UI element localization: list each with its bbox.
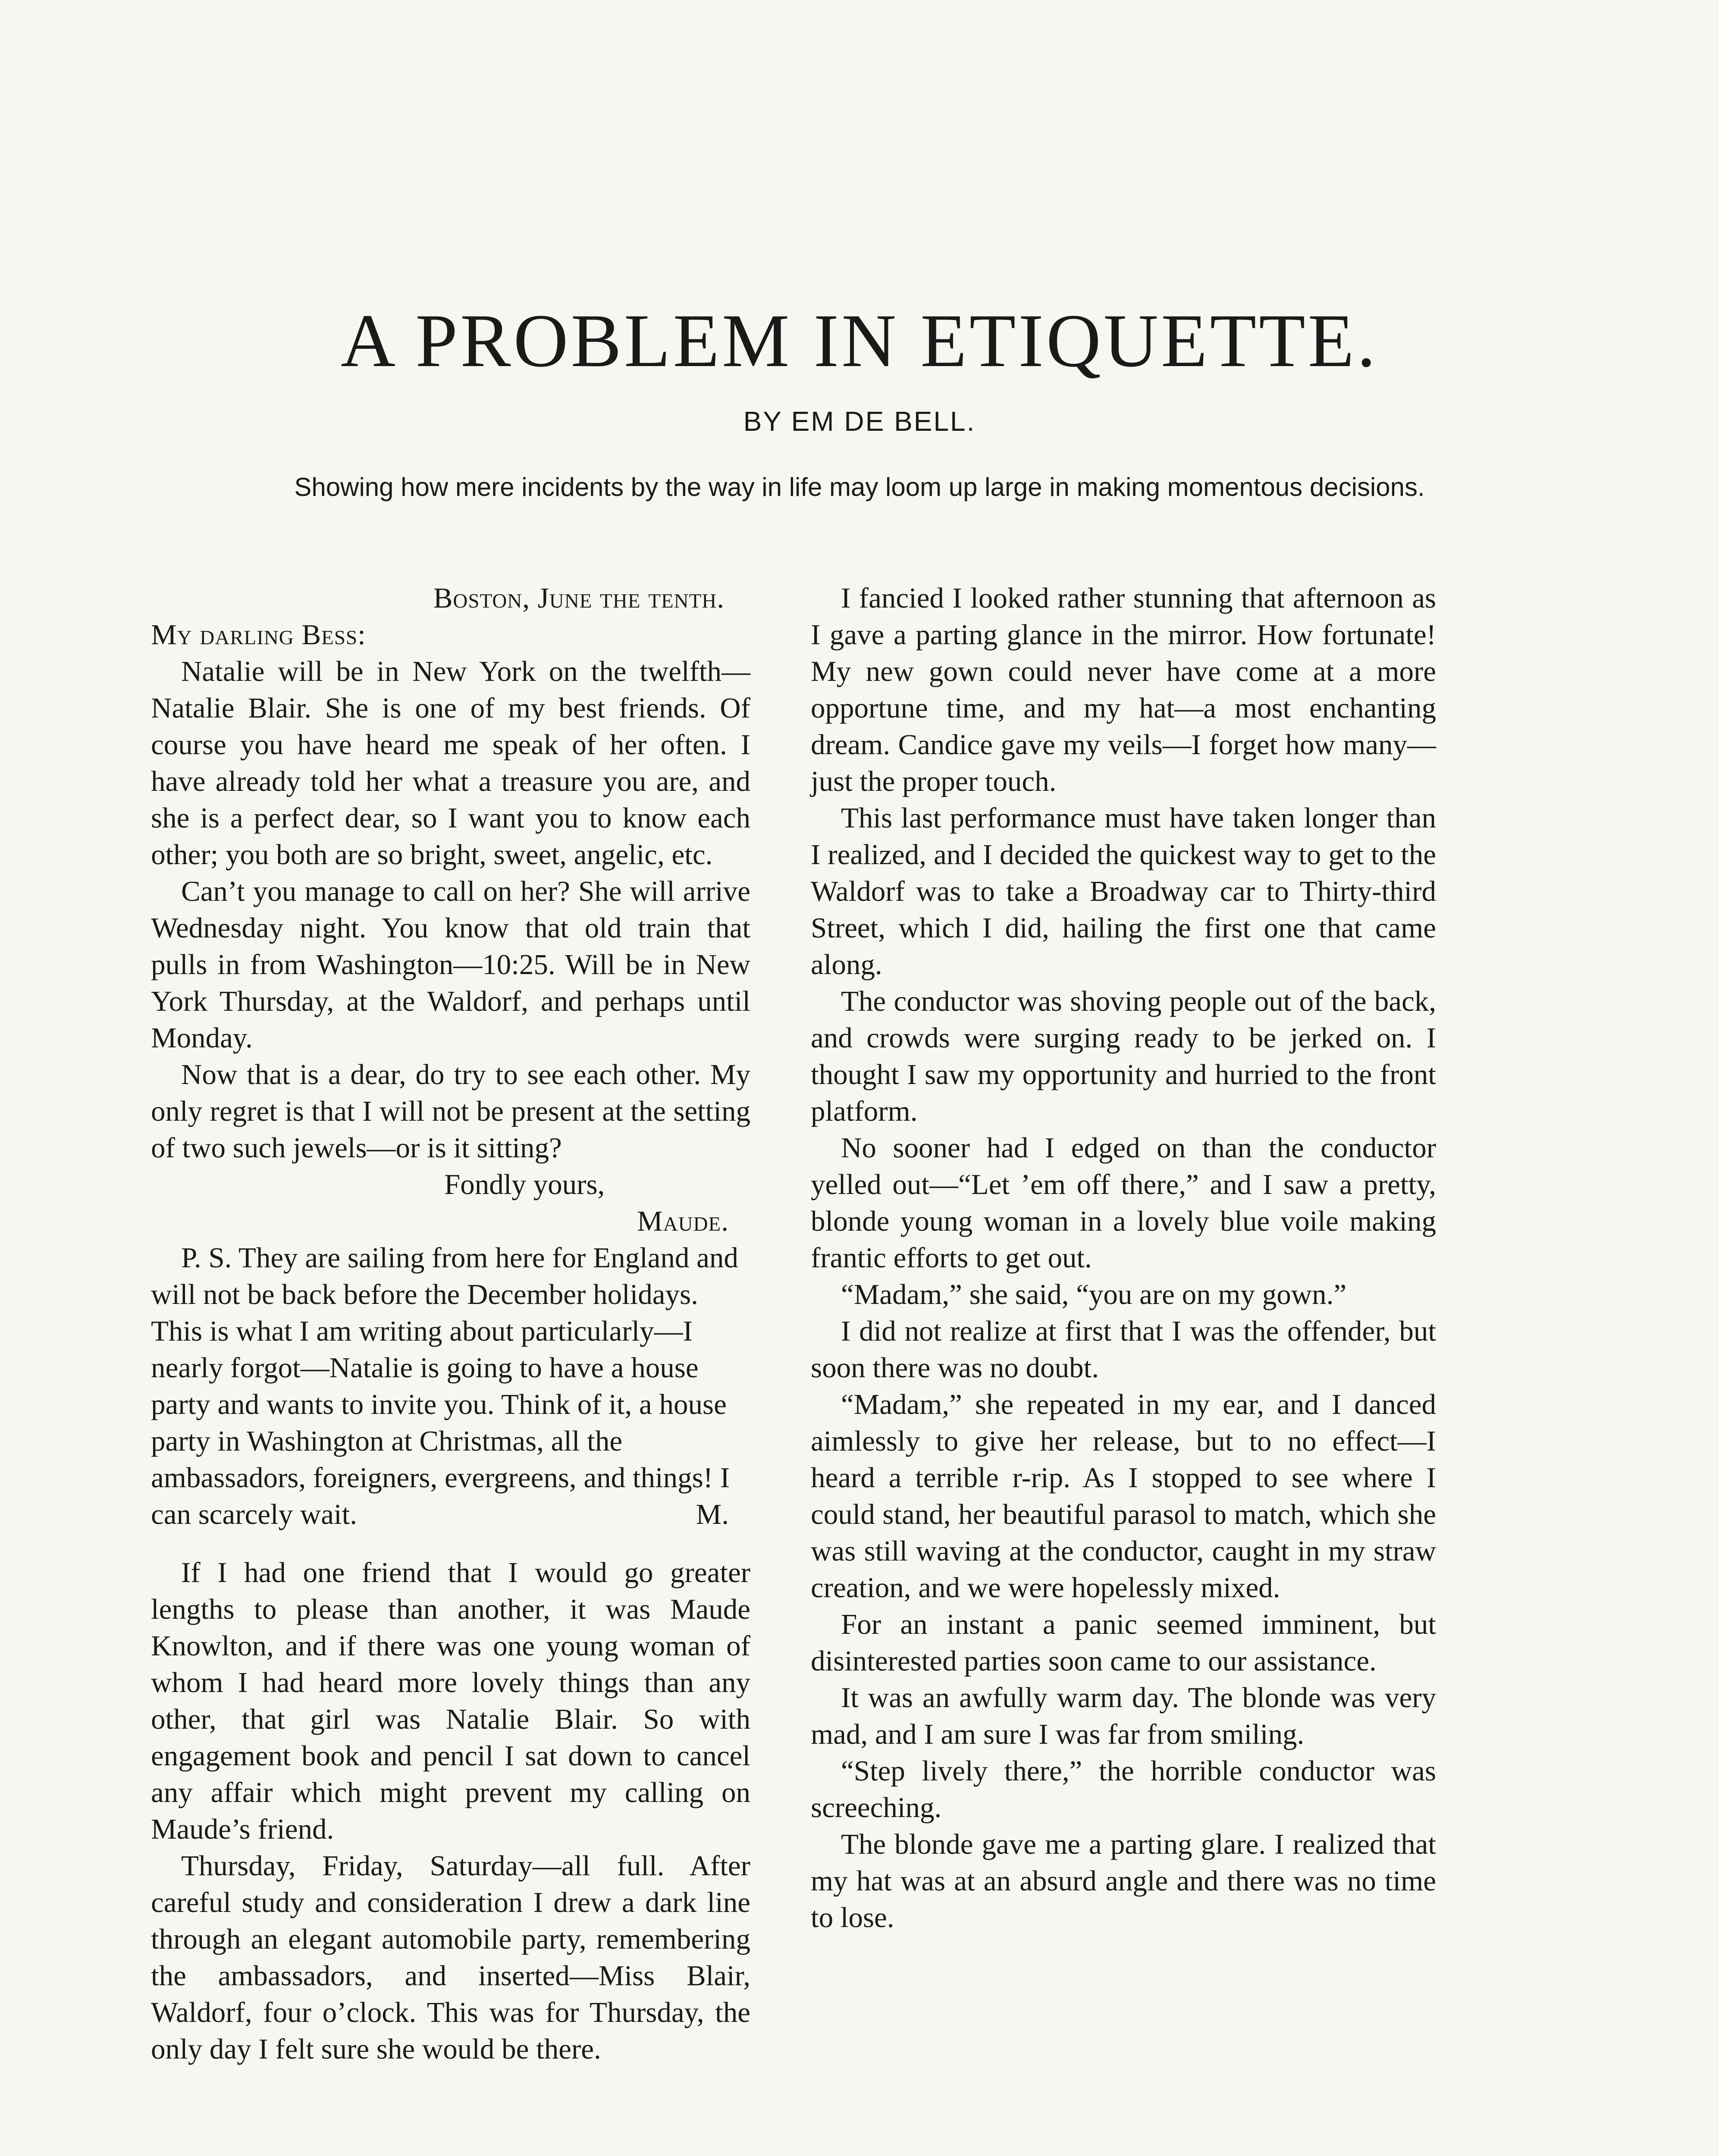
letter-dateline: Boston, June the tenth. [433,582,725,614]
story-paragraph: This last performance must have taken longer than I realized, and I decided the quickest way to get to the Waldorf was to take a Broadway car to Thirty-third Street, which I did, hailing the first one that came along. [811,802,1436,981]
postscript-text: P. S. They are sailing from here for England and will not be back before the December holidays. This is what I am writing about particularly—I nearly forgot—Natalie is going to have a house party and wants to invite you. Think of it, a house party in Washington at Christmas, all the ambassadors, foreigners, evergreens, and things! I can scarcely wait. [151,1242,738,1530]
letter-postscript [151,1240,750,1533]
left-column [151,580,750,2068]
story-paragraph: It was an awfully warm day. The blonde was very mad, and I am sure I was far from smiling. [811,1682,1436,1750]
story-paragraph: The blonde gave me a parting glare. I realized that my hat was at an absurd angle and there was no time to lose. [811,1828,1436,1934]
story-paragraph: Thursday, Friday, Saturday—all full. After careful study and consideration I drew a dark line through an elegant automobile party, remembering the ambassadors, and inserted—Miss Blair, Waldorf, four o’clock. This was for Thursday, the only day I felt sure she would be there. [151,1850,750,2065]
story-paragraph: No sooner had I edged on than the conductor yelled out—“Let ’em off there,” and I saw a pretty, blonde young woman in a lovely blue voile making frantic efforts to get out. [811,1132,1436,1274]
letter-closing: Fondly yours, [444,1169,605,1200]
letter-paragraph: Natalie will be in New York on the twelfth—Natalie Blair. She is one of my best friends. Of course you have heard me speak of her often. I have already told her what a treasure you are, and she is a perfect dear, so I want you to know each other; you both are so bright, sweet, angelic, etc. [151,655,750,871]
story-paragraph: “Madam,” she said, “you are on my gown.” [841,1279,1347,1310]
byline: BY EM DE BELL. [743,406,976,437]
story-paragraph: If I had one friend that I would go greater lengths to please than another, it was Maude Knowlton, and if there was one young woman of whom I had heard more lovely things than any other, that girl was Natalie Blair. So with engagement book and pencil I sat down to cancel any affair which might prevent my calling on Maude’s friend. [151,1557,750,1845]
story-paragraph: “Step lively there,” the horrible conductor was screeching. [811,1755,1436,1824]
article-title: A PROBLEM IN ETIQUETTE. [340,299,1379,383]
postscript-initial: M. [696,1498,729,1530]
story-paragraph: For an instant a panic seemed imminent, but disinterested parties soon came to our assistance. [811,1608,1436,1677]
story-paragraph: I fancied I looked rather stunning that afternoon as I gave a parting glance in the mirror. How fortunate! My new gown could never have come at a more opportune time, and my hat—a most enchanting dream. Candice gave my veils—I forget how many—just the proper touch. [811,582,1436,797]
letter-signature: Maude. [637,1205,729,1237]
story-paragraph: “Madam,” she repeated in my ear, and I danced aimlessly to give her release, but to no effect—I heard a terrible r-rip. As I stopped to see where I could stand, her beautiful parasol to match, which she was still waving at the conductor, caught in my straw creation, and we were hopelessly mixed. [811,1388,1436,1604]
story-paragraph: The conductor was shoving people out of the back, and crowds were surging ready to be jerked on. I thought I saw my opportunity and hurried to the front platform. [811,985,1436,1127]
right-column [811,580,1436,1936]
story-paragraph: I did not realize at first that I was the offender, but soon there was no doubt. [811,1315,1436,1384]
subtitle: Showing how mere incidents by the way in life may loom up large in making momentous decisions. [294,473,1425,501]
section-gap [151,1533,750,1554]
letter-paragraph: Now that is a dear, do try to see each other. My only regret is that I will not be present at the setting of two such jewels—or is it sitting? [151,1059,750,1164]
letter-salutation: My darling Bess: [151,619,366,651]
letter-paragraph: Can’t you manage to call on her? She will arrive Wednesday night. You know that old train that pulls in from Washington—10:25. Will be in New York Thursday, at the Waldorf, and perhaps until Monday. [151,875,750,1054]
